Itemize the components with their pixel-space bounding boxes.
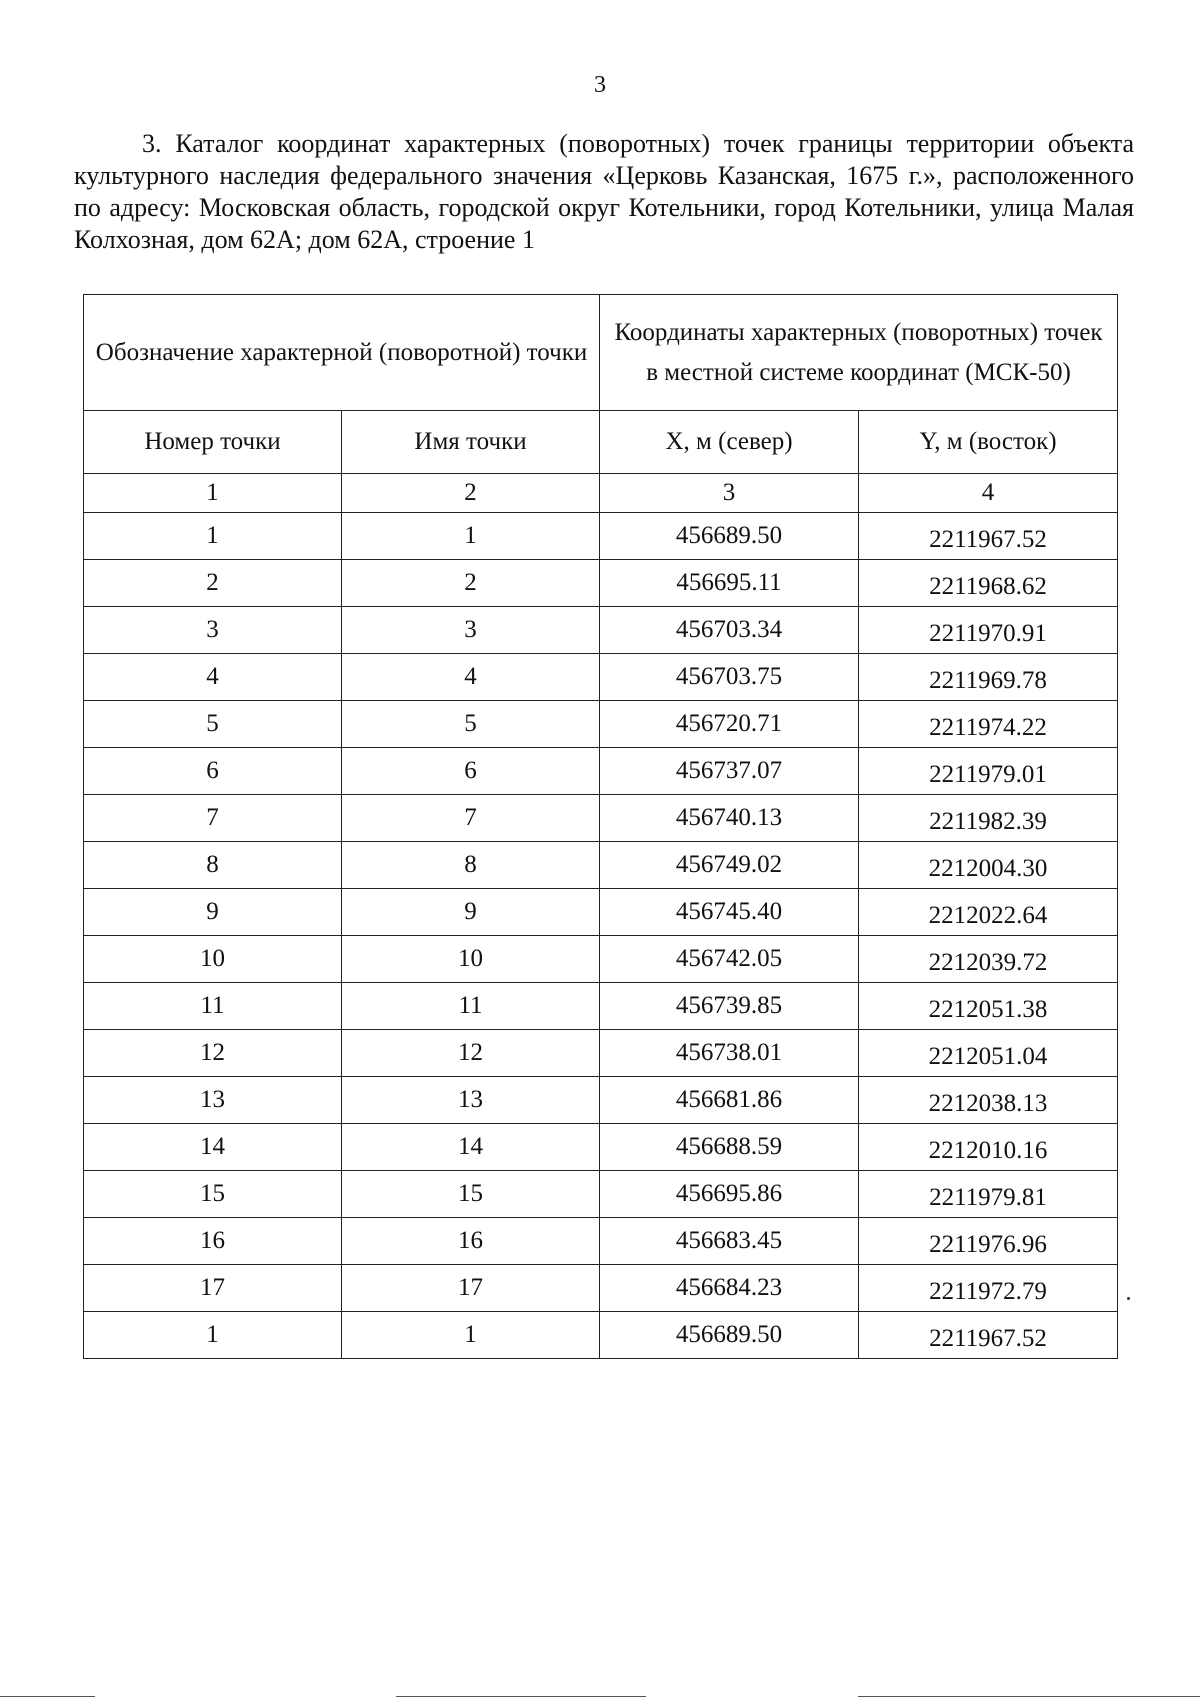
cell-y-coordinate: 2211974.22 [859,701,1118,748]
cell-x-coordinate: 456703.75 [600,654,859,701]
table-row [84,1077,1118,1124]
table-row [84,1171,1118,1218]
table-row [84,654,1118,701]
cell-point-name: 2 [342,560,600,607]
cell-y-coordinate: 2211982.39 [859,795,1118,842]
cell-y-coordinate: 2211969.78 [859,654,1118,701]
cell-x-coordinate: 456703.34 [600,607,859,654]
cell-x-coordinate: 456688.59 [600,1124,859,1171]
cell-x-coordinate: 456745.40 [600,889,859,936]
table-row [84,842,1118,889]
cell-point-number: 2 [84,560,342,607]
table-row [84,795,1118,842]
cell-x-coordinate: 456684.23 [600,1265,859,1312]
cell-point-name: 9 [342,889,600,936]
table-row [84,513,1118,560]
column-number-row [84,474,1118,513]
cell-x-coordinate: 456695.86 [600,1171,859,1218]
column-number: 3 [600,474,859,513]
cell-x-coordinate: 456737.07 [600,748,859,795]
cell-y-coordinate: 2212010.16 [859,1124,1118,1171]
cell-point-name: 7 [342,795,600,842]
cell-y-coordinate: 2211979.81 [859,1171,1118,1218]
cell-y-coordinate: 2212051.04 [859,1030,1118,1077]
cell-x-coordinate: 456683.45 [600,1218,859,1265]
table-row [84,1265,1118,1312]
cell-point-number: 1 [84,513,342,560]
cell-point-number: 7 [84,795,342,842]
table-row [84,748,1118,795]
cell-point-name: 3 [342,607,600,654]
table-row [84,1218,1118,1265]
cell-point-number: 10 [84,936,342,983]
section-intro: 3. Каталог координат характерных (поворотных) точек границы территории объекта культурного наследия федерального значения «Церковь Казанская, 1675 г.», расположенного по адресу: Московская область, городской округ Котельники, город Котельники, улица Малая Колхозная, дом 62А; дом 62А, строение 1 [74,129,1134,254]
table-row [84,701,1118,748]
cell-point-number: 13 [84,1077,342,1124]
table-row [84,1030,1118,1077]
cell-point-number: 15 [84,1171,342,1218]
cell-y-coordinate: 2211967.52 [859,1312,1118,1359]
cell-y-coordinate: 2212039.72 [859,936,1118,983]
cell-point-number: 8 [84,842,342,889]
cell-point-number: 5 [84,701,342,748]
cell-point-name: 16 [342,1218,600,1265]
cell-point-number: 16 [84,1218,342,1265]
cell-point-number: 6 [84,748,342,795]
table-row [84,1312,1118,1359]
cell-point-name: 13 [342,1077,600,1124]
group-header-row [84,295,1118,411]
cell-point-number: 4 [84,654,342,701]
cell-y-coordinate: 2211967.52 [859,513,1118,560]
cell-x-coordinate: 456740.13 [600,795,859,842]
cell-point-number: 12 [84,1030,342,1077]
cell-x-coordinate: 456689.50 [600,1312,859,1359]
column-header-y: Y, м (восток) [859,411,1118,474]
cell-point-name: 14 [342,1124,600,1171]
cell-point-number: 3 [84,607,342,654]
footer-rules [0,1696,1200,1698]
cell-y-coordinate: 2211972.79 [859,1265,1118,1312]
cell-y-coordinate: 2211976.96 [859,1218,1118,1265]
cell-point-name: 8 [342,842,600,889]
table-row [84,983,1118,1030]
table-row [84,560,1118,607]
cell-x-coordinate: 456695.11 [600,560,859,607]
column-number: 2 [342,474,600,513]
footer-rule [0,1696,95,1697]
cell-y-coordinate: 2211979.01 [859,748,1118,795]
page-number: 3 [594,72,606,98]
coordinates-table [83,294,1118,1359]
cell-y-coordinate: 2212051.38 [859,983,1118,1030]
stray-dot-mark [1127,1297,1130,1300]
cell-y-coordinate: 2211968.62 [859,560,1118,607]
cell-point-name: 1 [342,1312,600,1359]
column-number: 4 [859,474,1118,513]
cell-point-number: 14 [84,1124,342,1171]
footer-rule [396,1696,646,1697]
group-header-point-designation: Обозначение характерной (поворотной) точки [84,295,600,411]
table-row [84,607,1118,654]
column-header-row [84,411,1118,474]
cell-point-name: 5 [342,701,600,748]
cell-x-coordinate: 456742.05 [600,936,859,983]
table-row [84,889,1118,936]
cell-point-name: 15 [342,1171,600,1218]
footer-rule [858,1696,1200,1697]
column-header-x: X, м (север) [600,411,859,474]
cell-point-number: 9 [84,889,342,936]
cell-point-name: 1 [342,513,600,560]
table-row [84,936,1118,983]
table-body [84,513,1118,1359]
group-header-coordinates: Координаты характерных (поворотных) точек в местной системе координат (МСК-50) [600,295,1118,411]
column-header-point-number: Номер точки [84,411,342,474]
cell-point-name: 4 [342,654,600,701]
cell-x-coordinate: 456689.50 [600,513,859,560]
cell-y-coordinate: 2212038.13 [859,1077,1118,1124]
cell-point-name: 6 [342,748,600,795]
cell-point-number: 1 [84,1312,342,1359]
column-number: 1 [84,474,342,513]
cell-y-coordinate: 2212022.64 [859,889,1118,936]
cell-point-number: 11 [84,983,342,1030]
cell-point-number: 17 [84,1265,342,1312]
cell-x-coordinate: 456681.86 [600,1077,859,1124]
cell-y-coordinate: 2212004.30 [859,842,1118,889]
cell-point-name: 12 [342,1030,600,1077]
column-header-point-name: Имя точки [342,411,600,474]
cell-x-coordinate: 456738.01 [600,1030,859,1077]
table-row [84,1124,1118,1171]
cell-x-coordinate: 456720.71 [600,701,859,748]
cell-y-coordinate: 2211970.91 [859,607,1118,654]
cell-x-coordinate: 456739.85 [600,983,859,1030]
cell-x-coordinate: 456749.02 [600,842,859,889]
cell-point-name: 11 [342,983,600,1030]
cell-point-name: 17 [342,1265,600,1312]
cell-point-name: 10 [342,936,600,983]
